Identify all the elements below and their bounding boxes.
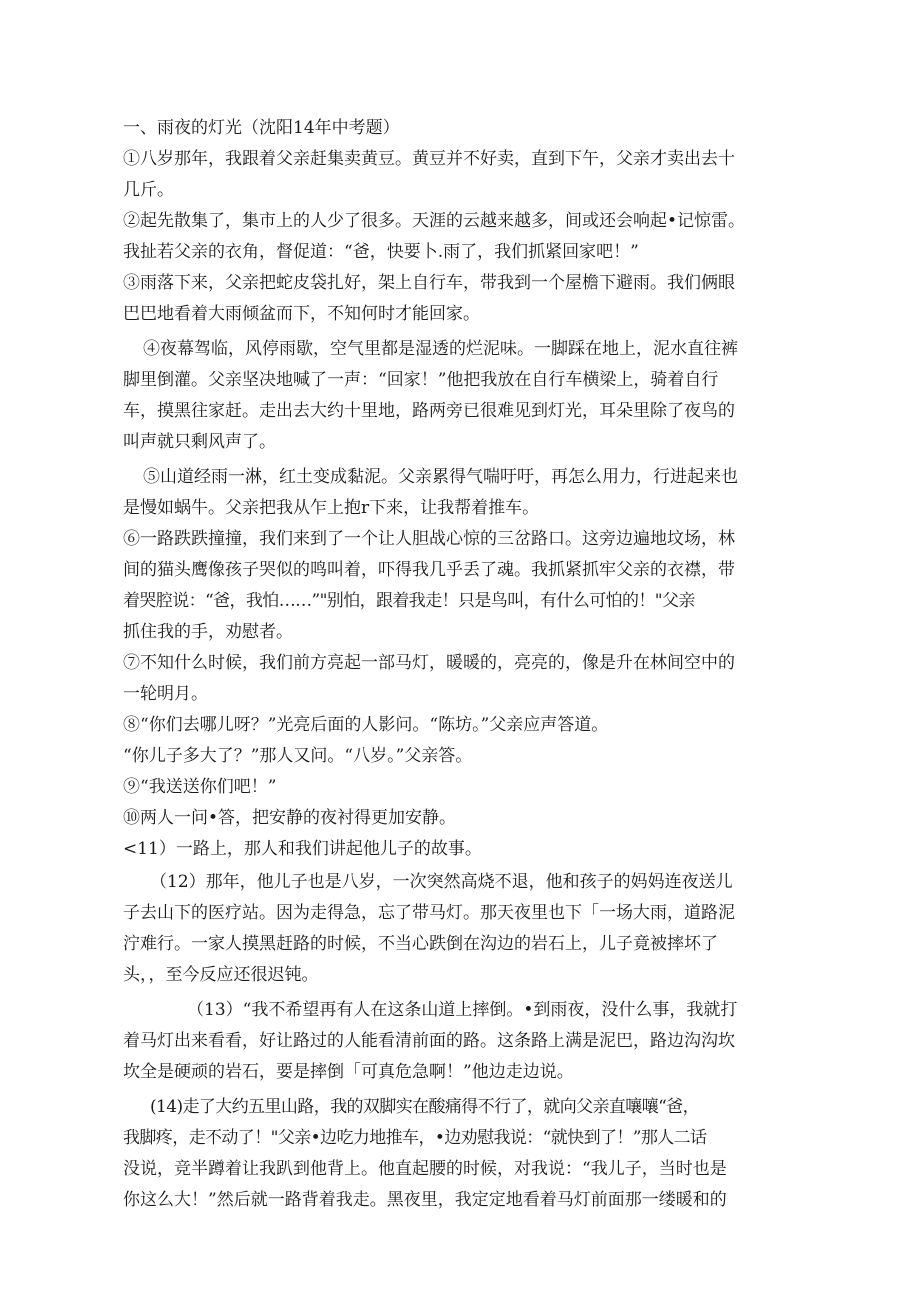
paragraph-11: <11）一路上，那人和我们讲起他儿子的故事。 [123,839,482,859]
paragraph-13-line-2: 着马灯出来看看，好让路过的人能看清前面的路。这条路上满是泥巴，路边沟沟坎 [123,1031,735,1051]
paragraph-12-line-3: 泞难行。一家人摸黑赶路的时候，不当心跌倒在沟边的岩石上，儿子竟被摔坏了 [123,934,718,954]
paragraph-14-line-4: 你这么大！”然后就一路背着我走。黑夜里，我定定地看着马灯前面那一缕暖和的 [123,1190,727,1210]
paragraph-10: ⑩两人一问•答，把安静的夜衬得更加安静。 [123,808,457,828]
paragraph-7-line-2: 一轮明月。 [123,684,208,704]
paragraph-13-line-1: （13）“我不希望再有人在这条山道上摔倒。•到雨夜，没什么事，我就打 [187,1000,738,1020]
paragraph-6-line-4: 抓住我的手，劝慰者。 [123,622,293,642]
paragraph-6-line-1: ⑥一路跌跌撞撞，我们来到了一个让人胆战心惊的三岔路口。这旁边遍地坟场，林 [123,529,735,549]
paragraph-14-line-1: (14)走了大约五里山路，我的双脚实在酸痛得不行了，就向父亲直嚷嚷“爸， [150,1097,699,1117]
paragraph-9: ⑨“我送送你们吧！” [123,777,277,797]
paragraph-3-line-2: 巴巴地看着大雨倾盆而下，不知何时才能回家。 [123,304,480,324]
paragraph-6-line-2: 间的猫头鹰像孩子哭似的鸣叫着，吓得我几乎丢了魂。我抓紧抓牢父亲的衣襟，带 [123,560,735,580]
paragraph-4-line-1: ④夜幕驾临，风停雨歇，空气里都是湿透的烂泥味。一脚踩在地上，泥水直往裤 [143,339,738,359]
article-body [123,113,803,1216]
paragraph-5-line-1: ⑤山道经雨一淋，红土变成黏泥。父亲累得气喘吁吁，再怎么用力，行进起来也 [143,467,738,487]
paragraph-8-line-1: ⑧“你们去哪儿呀？”光亮后面的人影问。“陈坊。”父亲应声答道。 [123,715,609,735]
paragraph-2-line-2: 我扯若父亲的衣角，督促道：“爸，快要卜.雨了，我们抓紧回家吧！” [123,242,639,262]
paragraph-13-line-3: 坎全是硬顽的岩石，要是摔倒「可真危急啊！”他边走边说。 [123,1062,574,1082]
paragraph-8-line-2: “你儿子多大了？”那人又问。“八岁。”父亲答。 [123,746,473,766]
paragraph-12-line-1: （12）那年，他儿子也是八岁，一次突然高烧不退，他和孩子的妈妈连夜送儿 [150,872,733,892]
paragraph-4-line-4: 叫声就只剩风声了。 [123,432,276,452]
paragraph-1-line-2: 几斤。 [123,180,174,200]
paragraph-14-line-3: 没说，竞半蹲着让我趴到他背上。他直起腰的时候，对我说：“我儿子，当时也是 [123,1159,727,1179]
paragraph-14-line-2: 我脚疼，走不动了！"父亲•边吃力地推车，•边劝慰我说：“就快到了！”那人二话 [123,1128,707,1148]
paragraph-5-line-2: 是慢如蜗牛。父亲把我从乍上抱r下来，让我帮着推车。 [123,498,540,518]
paragraph-12-line-2: 子去山下的医疗站。因为走得急，忘了带马灯。那天夜里也下「一场大雨，道路泥 [123,903,735,923]
paragraph-1-line-1: ①八岁那年，我跟着父亲赶集卖黄豆。黄豆并不好卖，直到下午，父亲才卖出去十 [123,149,735,169]
paragraph-7-line-1: ⑦不知什么时候，我们前方亮起一部马灯，暖暖的，亮亮的，像是升在林间空中的 [123,653,735,673]
paragraph-2-line-1: ②起先散集了，集市上的人少了很多。天涯的云越来越多，间或还会响起•记惊雷。 [123,211,746,231]
paragraph-12-line-4: 头，，至今反应还很迟钝。 [123,965,319,985]
article-title: 一、雨夜的灯光（沈阳14年中考题） [123,118,400,138]
paragraph-4-line-2: 脚里倒灌。父亲坚决地喊了一声：“回家！”他把我放在自行车横梁上，骑着自行 [123,370,719,390]
paragraph-6-line-3: 着哭腔说：“爸，我怕……”"别怕，跟着我走！只是鸟叫，有什么可怕的！"父亲 [123,591,695,611]
paragraph-4-line-3: 车，摸黑往家赶。走出去大约十里地，路两旁已很难见到灯光，耳朵里除了夜鸟的 [123,401,735,421]
paragraph-3-line-1: ③雨落下来，父亲把蛇皮袋扎好，架上自行车，带我到一个屋檐下避雨。我们俩眼 [123,273,735,293]
